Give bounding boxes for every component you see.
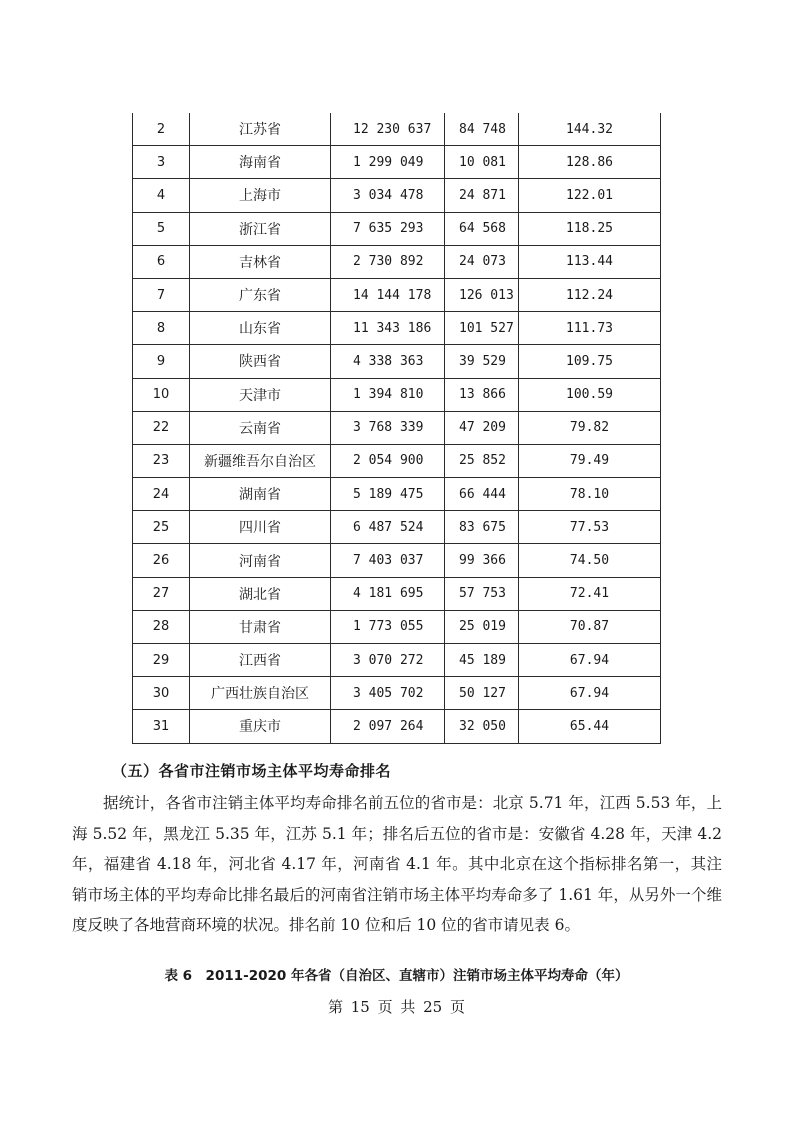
section-heading: （五）各省市注销市场主体平均寿命排名 <box>112 762 392 780</box>
region-cell: 天津市 <box>190 378 331 411</box>
value-cell: 72.41 <box>519 577 661 610</box>
table-row <box>133 212 661 245</box>
rank-cell: 22 <box>133 411 190 444</box>
value-cell: 112.24 <box>519 278 661 311</box>
value-cell: 144.32 <box>519 113 661 146</box>
total-count-cell: 6 487 524 <box>331 511 445 544</box>
value-cell: 113.44 <box>519 245 661 278</box>
value-cell: 128.86 <box>519 146 661 179</box>
rank-cell: 27 <box>133 577 190 610</box>
table-row <box>133 610 661 643</box>
total-count-cell: 5 189 475 <box>331 478 445 511</box>
table-row <box>133 511 661 544</box>
table-row <box>133 312 661 345</box>
value-cell: 74.50 <box>519 544 661 577</box>
value-cell: 109.75 <box>519 345 661 378</box>
value-cell: 79.49 <box>519 444 661 477</box>
region-cell: 湖北省 <box>190 577 331 610</box>
table-row <box>133 278 661 311</box>
table-row <box>133 444 661 477</box>
value-cell: 70.87 <box>519 610 661 643</box>
cancelled-count-cell: 84 748 <box>445 113 519 146</box>
region-cell: 江苏省 <box>190 113 331 146</box>
total-count-cell: 1 394 810 <box>331 378 445 411</box>
cancelled-count-cell: 50 127 <box>445 677 519 710</box>
rank-cell: 3 <box>133 146 190 179</box>
region-cell: 广东省 <box>190 278 331 311</box>
total-count-cell: 3 034 478 <box>331 179 445 212</box>
table-row <box>133 710 661 743</box>
rank-cell: 6 <box>133 245 190 278</box>
body-paragraph <box>72 788 722 941</box>
cancelled-count-cell: 32 050 <box>445 710 519 743</box>
table-caption: 表 6 2011-2020 年各省（自治区、直辖市）注销市场主体平均寿命（年） <box>164 968 629 984</box>
cancelled-count-cell: 24 871 <box>445 179 519 212</box>
total-count-cell: 1 299 049 <box>331 146 445 179</box>
rank-cell: 26 <box>133 544 190 577</box>
region-cell: 上海市 <box>190 179 331 212</box>
total-count-cell: 1 773 055 <box>331 610 445 643</box>
region-cell: 湖南省 <box>190 478 331 511</box>
cancelled-count-cell: 10 081 <box>445 146 519 179</box>
value-cell: 77.53 <box>519 511 661 544</box>
rank-cell: 29 <box>133 644 190 677</box>
rank-cell: 5 <box>133 212 190 245</box>
table-row <box>133 179 661 212</box>
table-row <box>133 378 661 411</box>
cancelled-count-cell: 25 852 <box>445 444 519 477</box>
value-cell: 78.10 <box>519 478 661 511</box>
rank-cell: 8 <box>133 312 190 345</box>
cancelled-count-cell: 64 568 <box>445 212 519 245</box>
total-count-cell: 4 338 363 <box>331 345 445 378</box>
value-cell: 111.73 <box>519 312 661 345</box>
table-body <box>133 113 661 743</box>
rank-cell: 10 <box>133 378 190 411</box>
total-count-cell: 3 405 702 <box>331 677 445 710</box>
total-count-cell: 14 144 178 <box>331 278 445 311</box>
rank-cell: 2 <box>133 113 190 146</box>
table-row <box>133 544 661 577</box>
region-cell: 河南省 <box>190 544 331 577</box>
region-cell: 山东省 <box>190 312 331 345</box>
cancelled-count-cell: 57 753 <box>445 577 519 610</box>
cancelled-count-cell: 13 866 <box>445 378 519 411</box>
value-cell: 67.94 <box>519 677 661 710</box>
cancelled-count-cell: 45 189 <box>445 644 519 677</box>
total-count-cell: 2 054 900 <box>331 444 445 477</box>
cancelled-count-cell: 101 527 <box>445 312 519 345</box>
rank-cell: 24 <box>133 478 190 511</box>
cancelled-count-cell: 25 019 <box>445 610 519 643</box>
table-row <box>133 478 661 511</box>
total-count-cell: 11 343 186 <box>331 312 445 345</box>
total-count-cell: 2 097 264 <box>331 710 445 743</box>
total-count-cell: 3 768 339 <box>331 411 445 444</box>
rank-cell: 23 <box>133 444 190 477</box>
rank-cell: 31 <box>133 710 190 743</box>
value-cell: 122.01 <box>519 179 661 212</box>
total-count-cell: 2 730 892 <box>331 245 445 278</box>
value-cell: 118.25 <box>519 212 661 245</box>
value-cell: 67.94 <box>519 644 661 677</box>
data-table <box>132 113 661 744</box>
region-cell: 浙江省 <box>190 212 331 245</box>
cancelled-count-cell: 24 073 <box>445 245 519 278</box>
region-cell: 广西壮族自治区 <box>190 677 331 710</box>
total-count-cell: 7 403 037 <box>331 544 445 577</box>
region-cell: 吉林省 <box>190 245 331 278</box>
table-row <box>133 345 661 378</box>
paragraph-text: 据统计，各省市注销主体平均寿命排名前五位的省市是：北京 5.71 年，江西 5.53 年，上海 5.52 年，黑龙江 5.35 年，江苏 5.1 年；排名后五位的省市是：安徽省 4.28 年，天津 4.2 年，福建省 4.18 年，河北省 4.17 年，河南省 4.1 年。其中北京在这个指标排名第一，其注销市场主体的平均寿命比排名最后的河南省注销市场主体平均寿命多了 1.61 年，从另外一个维度反映了各地营商环境的状况。排名前 10 位和后 10 位的省市请见表 6。 <box>72 794 722 934</box>
region-cell: 重庆市 <box>190 710 331 743</box>
table-row <box>133 411 661 444</box>
page-footer: 第 15 页 共 25 页 <box>327 998 465 1016</box>
region-cell: 海南省 <box>190 146 331 179</box>
region-cell: 云南省 <box>190 411 331 444</box>
value-cell: 79.82 <box>519 411 661 444</box>
region-cell: 新疆维吾尔自治区 <box>190 444 331 477</box>
region-cell: 四川省 <box>190 511 331 544</box>
rank-cell: 9 <box>133 345 190 378</box>
rank-cell: 28 <box>133 610 190 643</box>
value-cell: 100.59 <box>519 378 661 411</box>
table-row <box>133 146 661 179</box>
total-count-cell: 3 070 272 <box>331 644 445 677</box>
rank-cell: 30 <box>133 677 190 710</box>
cancelled-count-cell: 66 444 <box>445 478 519 511</box>
table-row <box>133 577 661 610</box>
rank-cell: 4 <box>133 179 190 212</box>
cancelled-count-cell: 99 366 <box>445 544 519 577</box>
region-cell: 江西省 <box>190 644 331 677</box>
table-row <box>133 245 661 278</box>
region-cell: 陕西省 <box>190 345 331 378</box>
total-count-cell: 12 230 637 <box>331 113 445 146</box>
cancelled-count-cell: 47 209 <box>445 411 519 444</box>
cancelled-count-cell: 39 529 <box>445 345 519 378</box>
table-row <box>133 644 661 677</box>
cancelled-count-cell: 126 013 <box>445 278 519 311</box>
rank-cell: 25 <box>133 511 190 544</box>
cancelled-count-cell: 83 675 <box>445 511 519 544</box>
rank-cell: 7 <box>133 278 190 311</box>
table-row <box>133 677 661 710</box>
table-row <box>133 113 661 146</box>
total-count-cell: 4 181 695 <box>331 577 445 610</box>
total-count-cell: 7 635 293 <box>331 212 445 245</box>
region-cell: 甘肃省 <box>190 610 331 643</box>
value-cell: 65.44 <box>519 710 661 743</box>
